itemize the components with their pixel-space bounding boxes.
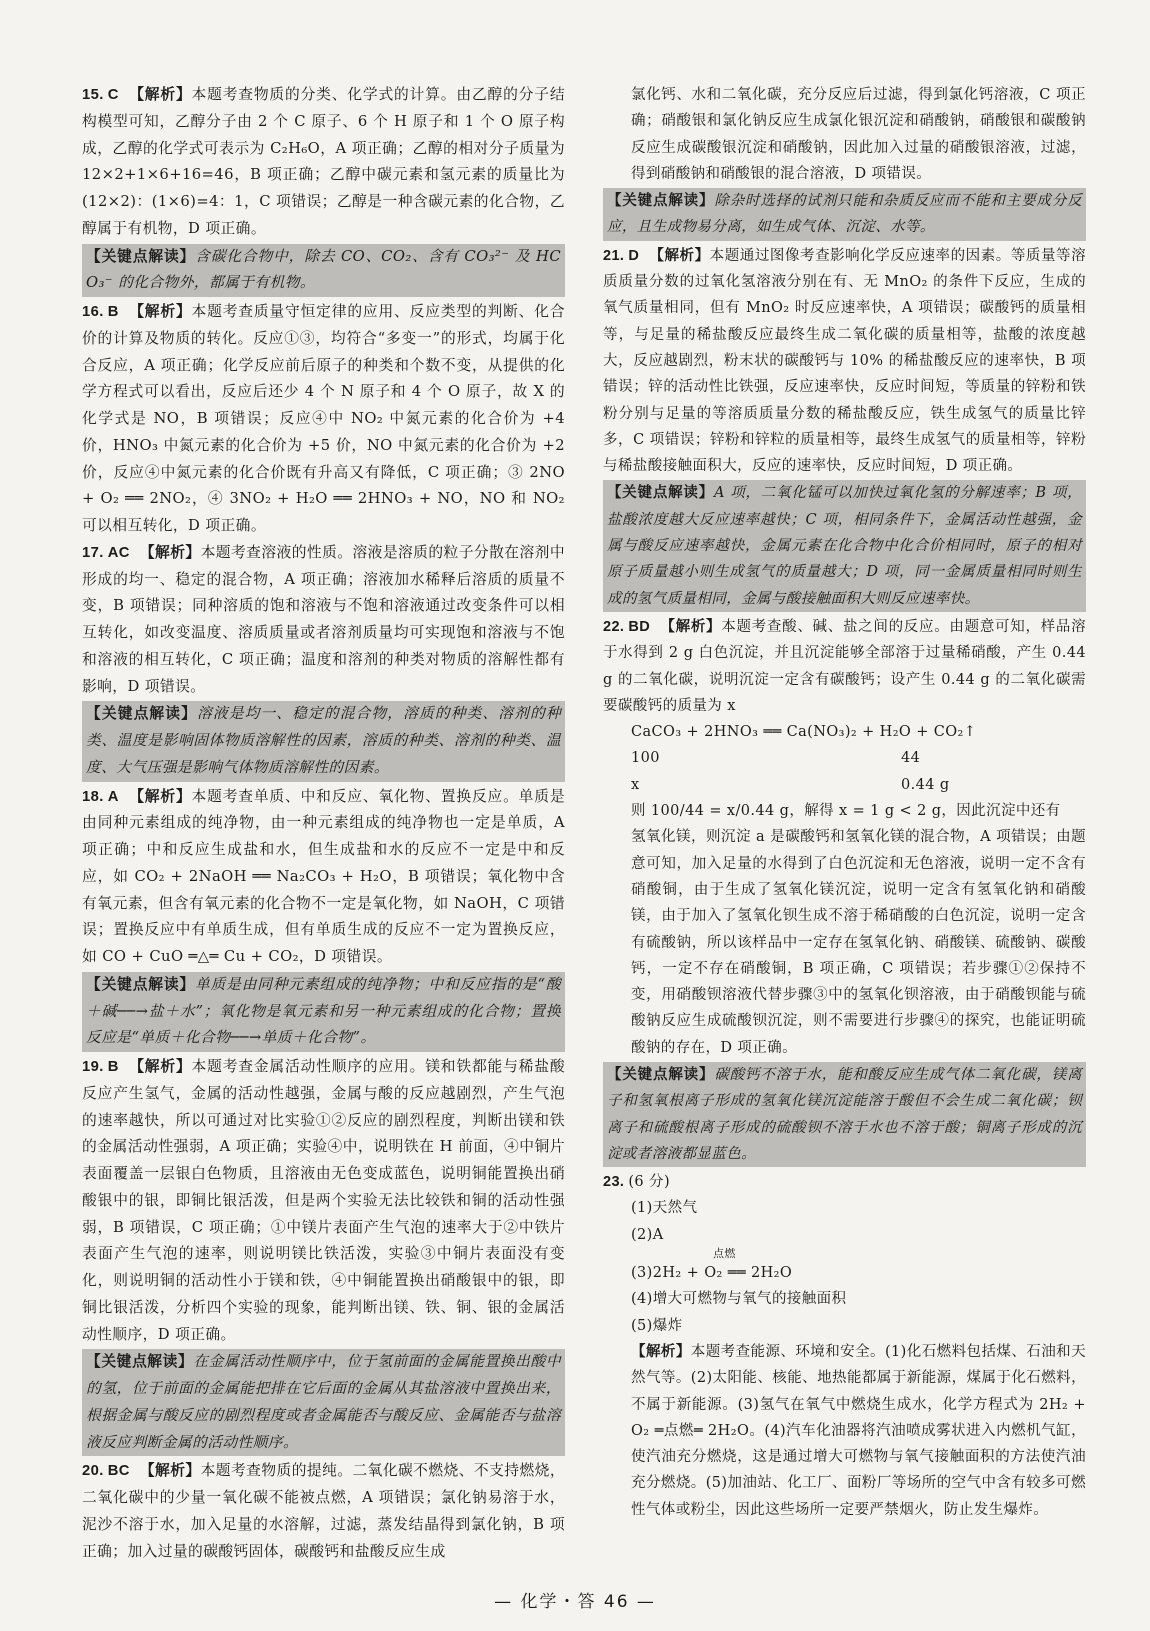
q15-tag: 【解析】 xyxy=(128,86,192,103)
q18-tag: 【解析】 xyxy=(128,787,192,805)
q15-text: 本题考查物质的分类、化学式的计算。由乙醇的分子结构模型可知，乙醇分子由 2 个 C 原子、6 个 H 原子和 1 个 O 原子构成，乙醇的化学式可表示为 C₂H₆O，A 项正确；乙醇的相对分子质量为 12×2+1×6+16=46，B 项正确；乙醇中碳元素和氢元素的质量比为 (12×2)：(1×6)=4：1，C 项错误；乙醇是一种含碳元素的化合物，乙醇属于有机物，D 项正确。 xyxy=(82,86,571,237)
q22-text-1: 本题考查酸、碱、盐之间的反应。由题意可知，样品溶于水得到 2 g 白色沉淀，并且沉淀能够全部溶于过量稀硝酸，产生 0.44 g 的二氧化碳，说明沉淀一定含有碳酸钙；设产生 0.44 g 的二氧化碳需要碳酸钙的质量为 x xyxy=(603,618,1092,714)
q20-answer: BC xyxy=(107,1463,130,1480)
q22-analysis xyxy=(603,614,1092,719)
q22-calculation: 则 100/44 = x/0.44 g，解得 x = 1 g < 2 g，因此沉淀中还有 xyxy=(631,803,1061,820)
question-22 xyxy=(603,614,1092,1167)
q20-number: 20. xyxy=(82,1463,104,1480)
left-column xyxy=(82,82,571,1565)
q22-tag: 【解析】 xyxy=(660,617,722,635)
q21-tag: 【解析】 xyxy=(649,246,710,264)
q21-number: 21. xyxy=(603,247,625,264)
q21-answer: D xyxy=(628,247,640,264)
q22-kp-tag: 【关键点解读】 xyxy=(607,1065,715,1083)
q22-number: 22. xyxy=(603,618,625,635)
q23-analysis xyxy=(603,1339,1092,1523)
question-16 xyxy=(82,299,571,540)
q20-kp-tag: 【关键点解读】 xyxy=(607,192,715,210)
q22-value-co2: 0.44 g xyxy=(901,776,950,793)
question-15 xyxy=(82,82,571,297)
q22-answer: BD xyxy=(628,618,651,635)
q19-kp-tag: 【关键点解读】 xyxy=(86,1353,194,1371)
q17-analysis xyxy=(82,540,565,701)
q17-kp-text: 溶液是均一、稳定的混合物，溶质的种类、溶剂的种类、温度是影响固体物质溶解性的因素，溶质的种类、溶剂的种类、温度、大气压强是影响气体物质溶解性的因素。 xyxy=(86,705,561,776)
q19-answer: B xyxy=(107,1059,119,1075)
q22-key-point xyxy=(603,1062,1086,1167)
q18-number: 18. xyxy=(82,788,104,805)
q17-tag: 【解析】 xyxy=(139,543,201,561)
q21-kp-tag: 【关键点解读】 xyxy=(607,484,714,502)
q16-answer: B xyxy=(107,304,119,320)
q23-text: 本题考查能源、环境和安全。(1)化石燃料包括煤、石油和天然气等。(2)太阳能、核能、地热能都属于新能源，煤属于化石燃料，不属于新能源。(3)氢气在氧气中燃烧生成水，化学方程式为 2H₂ + O₂ ═点燃═ 2H₂O。(4)汽车化油器将汽油喷成雾状进入内燃机气缸，使汽油充分燃烧，这是通过增大可燃物与氧气接触面积的方法使汽油充分燃烧。(5)加油站、化工厂、面粉厂等场所的空气中含有较多可燃性气体或粉尘，因此这些场所一定要严禁烟火，防止发生爆炸。 xyxy=(631,1343,1092,1518)
q18-answer: A xyxy=(107,788,119,805)
q21-kp-text: A 项，二氧化锰可以加快过氧化氢的分解速率；B 项，盐酸浓度越大反应速率越快；C 项，相同条件下，金属活动性越强，金属与酸反应速率越快，金属元素在化合物中化合价相同时，原子的相对原子质量越小则生成氢气的质量越大；D 项，同一金属质量相同时则生成的氢气质量相同，金属与酸接触面积大则反应速率快。 xyxy=(607,485,1082,607)
q16-number: 16. xyxy=(82,304,104,320)
q21-text: 本题通过图像考查影响化学反应速率的因素。等质量等溶质质量分数的过氧化氢溶液分别在有、无 MnO₂ 的条件下反应，生成的氧气质量相同，但有 MnO₂ 时反应速率快，A 项错误；碳酸钙的质量相等，与足量的稀盐酸反应最终生成二氧化碳的质量相等，盐酸的浓度越大，反应越剧烈，粉末状的碳酸钙与 10% 的稀盐酸反应的速率快，B 项错误；锌的活动性比铁强，反应速率快，反应时间短，等质量的锌粉和铁粉分别与足量的等溶质质量分数的稀盐酸反应，铁生成氢气的质量比锌多，C 项错误；锌粉和锌粒的质量相等，最终生成氢气的质量相等，锌粉与稀盐酸接触面积大，反应的速率快，反应时间短，D 项正确。 xyxy=(603,247,1086,475)
q17-answer: AC xyxy=(107,544,130,561)
question-17 xyxy=(82,540,565,782)
q18-key-point xyxy=(82,972,565,1052)
q23-answer-3: (3)2H₂ + O₂ ══ 2H₂O xyxy=(631,1265,793,1282)
q22-eq-values xyxy=(603,772,1086,798)
q18-text: 本题考查单质、中和反应、氧化物、置换反应。单质是由同种元素组成的纯净物，由一种元素组成的纯净物也一定是单质，A 项正确；中和反应生成盐和水，但生成盐和水的反应不一定是中和反应，如 CO₂ + 2NaOH ══ Na₂CO₃ + H₂O，B 项错误；氧化物中含有氧元素，但含有氧元素的化合物不一定是氧化物，如 NaOH，C 项错误；置换反应中有单质生成，但有单质生成的反应不一定为置换反应，如 CO + CuO ═△═ Cu + CO₂，D 项错误。 xyxy=(82,787,571,965)
q23-score: (6 分) xyxy=(628,1174,671,1191)
q19-text: 本题考查金属活动性顺序的应用。镁和铁都能与稀盐酸反应产生氢气，金属的活动性越强，金属与酸的反应越剧烈，产生气泡的速率越快，所以可通过对比实验①②反应的剧烈程度，判断出镁和铁的金属活动性强弱，A 项正确；实验④中，说明铁在 H 前面，④中铜片表面覆盖一层银白色物质，且溶液由无色变成蓝色，说明铜能置换出硝酸银中的银，即铜比银活泼，但是两个实验无法比较铁和铜的活动性强弱，B 项错误，C 项正确；①中镁片表面产生气泡的速率大于②中铁片表面产生气泡的速率，则说明镁比铁活泼，实验③中铜片表面没有变化，则说明铜的活动性小于镁和铁，④中铜能置换出硝酸银中的银，即铜比银活泼，分析四个实验的现象，能判断出镁、铁、铜、银的金属活动性顺序，D 项正确。 xyxy=(82,1058,565,1343)
q23-answer-5: (5)爆炸 xyxy=(631,1317,683,1334)
q21-analysis xyxy=(603,243,1086,480)
q19-number: 19. xyxy=(82,1059,104,1075)
q18-kp-text: 单质是由同种元素组成的纯净物；中和反应指的是“酸＋碱──→盐＋水”；氧化物是氧元素和另一种元素组成的化合物；置换反应是“单质＋化合物──→单质＋化合物”。 xyxy=(86,975,561,1047)
q15-answer: C xyxy=(107,87,119,103)
q17-number: 17. xyxy=(82,544,104,561)
q22-kp-text: 碳酸钙不溶于水，能和酸反应生成气体二氧化碳，镁离子和氢氧根离子形成的氢氧化镁沉淀能溶于酸但不会生成二氧化碳；钡离子和硫酸根离子形成的硫酸钡不溶于水也不溶于酸；铜离子形成的沉淀或者溶液都显蓝色。 xyxy=(607,1066,1082,1162)
q16-analysis xyxy=(82,299,571,540)
q18-analysis xyxy=(82,784,571,971)
q22-value-x: x xyxy=(631,776,640,793)
question-20 xyxy=(82,1458,565,1565)
q22-equation: CaCO₃ + 2HNO₃ ══ Ca(NO₃)₂ + H₂O + CO₂↑ xyxy=(631,724,977,741)
question-19 xyxy=(82,1054,565,1456)
q20-tag: 【解析】 xyxy=(139,1462,201,1480)
q20-analysis xyxy=(82,1458,565,1565)
q16-text: 本题考查质量守恒定律的应用、反应类型的判断、化合价的计算及物质的转化。反应①③，均符合“多变一”的形式，均属于化合反应，A 项正确；化学反应前后原子的种类和个数不变，从提供的化学方程式可以看出，反应后还少 4 个 N 原子和 4 个 O 原子，故 X 的化学式是 NO，B 项错误；反应④中 NO₂ 中氮元素的化合价为 +4 价，HNO₃ 中氮元素的化合价为 +5 价，NO 中氮元素的化合价为 +2 价，反应④中氮元素的化合价既有升高又有降低，C 项正确；③ 2NO + O₂ ══ 2NO₂，④ 3NO₂ + H₂O ══ 2HNO₃ + NO，NO 和 NO₂ 可以相互转化，D 项正确。 xyxy=(82,303,571,534)
question-20-continued xyxy=(603,82,1086,187)
q20-cont-text: 氯化钙、水和二氧化碳，充分反应后过滤，得到氯化钙溶液，C 项正确；硝酸银和氯化钠反应生成氯化银沉淀和硝酸钠，硝酸银和碳酸钠反应生成碳酸银沉淀和硝酸钠，因此加入过量的硝酸银溶液，过滤，得到硝酸钠和硝酸银的混合溶液，D 项错误。 xyxy=(631,87,1086,182)
q18-kp-tag: 【关键点解读】 xyxy=(86,975,195,993)
q15-key-point xyxy=(82,244,565,298)
q23-answer-4: (4)增大可燃物与氧气的接触面积 xyxy=(631,1291,847,1308)
question-18 xyxy=(82,784,571,1053)
q19-key-point xyxy=(82,1349,565,1456)
q20-text: 本题考查物质的提纯。二氧化碳不燃烧、不支持燃烧，二氧化碳中的少量一氧化碳不能被点燃，A 项错误；氯化钠易溶于水，泥沙不溶于水，加入足量的水溶解，过滤，蒸发结晶得到氯化钠，B 项正确；加入过量的碳酸钙固体，碳酸钙和盐酸反应生成 xyxy=(82,1462,565,1560)
q22-mass-co2: 44 xyxy=(901,750,921,767)
q23-tag: 【解析】 xyxy=(631,1342,691,1360)
q16-tag: 【解析】 xyxy=(128,303,192,320)
question-21 xyxy=(603,243,1086,612)
q15-number: 15. xyxy=(82,87,104,103)
q23-header xyxy=(603,1169,1086,1195)
q17-key-point xyxy=(82,701,565,781)
q22-text-2: 氢氧化镁，则沉淀 a 是碳酸钙和氢氧化镁的混合物，A 项错误；由题意可知，加入足量的水得到了白色沉淀和无色溶液，说明一定不含有硝酸铜，由于生成了氢氧化镁沉淀，说明一定含有氢氧化钠和硝酸镁，由于加入了氢氧化钡生成不溶于稀硝酸的白色沉淀，说明一定含有硫酸钠，所以该样品中一定存在氢氧化钠、硝酸镁、硫酸钠、碳酸钙，一定不存在硝酸铜，B 项正确，C 项错误；若步骤①②保持不变，用硝酸钡溶液代替步骤③中的氢氧化钡溶液，由于硝酸钡能与硫酸钠反应生成硫酸钡沉淀，则不需要进行步骤④的探究，也能证明硫酸钠的存在，D 项正确。 xyxy=(631,829,1086,1056)
right-column xyxy=(603,82,1092,1523)
q15-kp-tag: 【关键点解读】 xyxy=(86,247,196,265)
q17-text: 本题考查溶液的性质。溶液是溶质的粒子分散在溶剂中形成的均一、稳定的混合物，A 项正确；溶液加水稀释后溶质的质量不变，B 项错误；同种溶质的饱和溶液与不饱和溶液通过改变条件可以相互转化，如改变温度、溶质质量或者溶剂质量均可实现饱和溶液与不饱和溶液的相互转化，C 项正确；温度和溶剂的种类对物质的溶解性都有影响，D 项错误。 xyxy=(82,543,565,695)
q23-answer-1: (1)天然气 xyxy=(631,1200,698,1217)
q19-analysis xyxy=(82,1054,565,1348)
q20-kp-text: 除杂时选择的试剂只能和杂质反应而不能和主要成分反应，且生成物易分离，如生成气体、沉淀、水等。 xyxy=(607,193,1082,236)
q17-kp-tag: 【关键点解读】 xyxy=(86,705,197,723)
q15-analysis xyxy=(82,82,571,243)
q19-kp-text: 在金属活动性顺序中，位于氢前面的金属能置换出酸中的氢，位于前面的金属能把排在它后面的金属从其盐溶液中置换出来，根据金属与酸反应的剧烈程度或者金属能否与酸反应、金属能否与盐溶液反应判断金属的活动性顺序。 xyxy=(86,1353,561,1451)
q20-key-point xyxy=(603,188,1086,241)
q22-mass-caco3: 100 xyxy=(631,750,660,767)
q23-answer-2: (2)A xyxy=(631,1226,664,1243)
q21-key-point xyxy=(603,480,1086,611)
q19-tag: 【解析】 xyxy=(128,1058,192,1075)
q23-answer-3-condition: 点燃 xyxy=(713,1247,736,1261)
question-23 xyxy=(603,1169,1092,1523)
q15-kp-text: 含碳化合物中，除去 CO、CO₂、含有 CO₃²⁻ 及 HCO₃⁻ 的化合物外，都属于有机物。 xyxy=(86,247,561,292)
q23-number: 23. xyxy=(603,1174,625,1191)
q22-eq-masses xyxy=(603,745,1086,771)
page-footer: — 化学・答 46 — xyxy=(494,1592,656,1612)
